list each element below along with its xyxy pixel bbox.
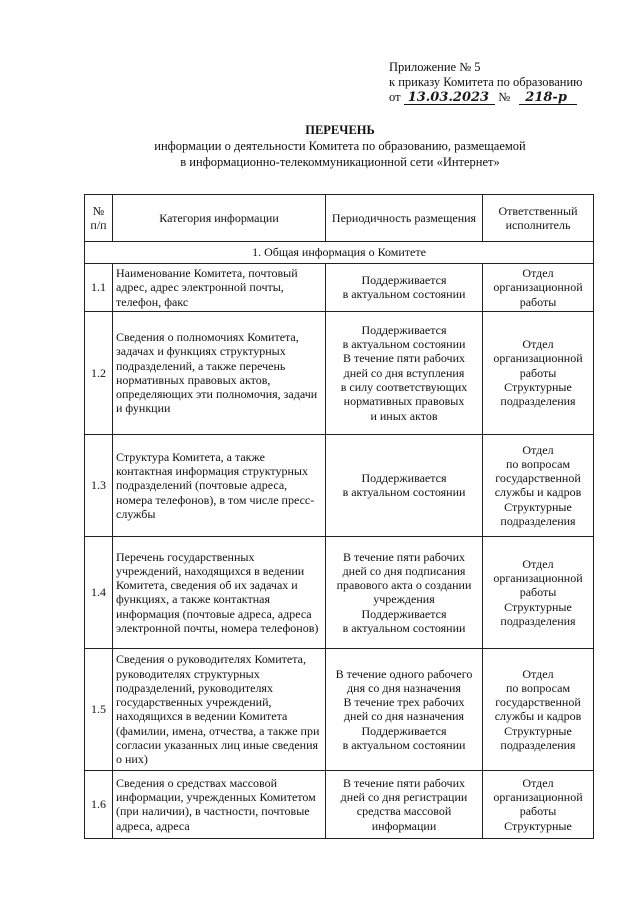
responsible-line: работы bbox=[519, 585, 557, 600]
period-line: Поддерживается bbox=[361, 723, 447, 738]
row-responsible bbox=[483, 536, 594, 648]
row-number: 1.1 bbox=[85, 264, 113, 312]
row-period bbox=[326, 264, 483, 312]
appendix-date-line bbox=[389, 90, 629, 105]
table-row bbox=[85, 434, 594, 536]
responsible-line: работы bbox=[519, 294, 557, 309]
responsible-line: по вопросам bbox=[505, 456, 571, 471]
period-line: Поддерживается bbox=[361, 471, 447, 486]
table-row bbox=[85, 770, 594, 838]
responsible-line: организационной bbox=[493, 790, 583, 805]
period-line: в силу соответствующих bbox=[340, 380, 468, 395]
responsible-line: Отдел bbox=[522, 337, 554, 352]
responsible-line: работы bbox=[519, 804, 557, 819]
row-category: Структура Комитета, а также контактная информация структурных подразделений (почтовые адреса, номера телефонов), в том числе пресс-службы bbox=[113, 434, 326, 536]
period-line: нормативных правовых bbox=[343, 394, 465, 409]
row-number: 1.5 bbox=[85, 648, 113, 770]
responsible-line: Структурные bbox=[504, 723, 572, 738]
period-line: учреждения bbox=[373, 592, 435, 607]
responsible-line: службы и кадров bbox=[494, 709, 582, 724]
row-period bbox=[326, 648, 483, 770]
responsible-line: государственной bbox=[495, 471, 581, 486]
from-label: от bbox=[389, 90, 401, 104]
row-responsible bbox=[483, 770, 594, 838]
period-line: средства массовой bbox=[356, 804, 452, 819]
row-category: Сведения о полномочиях Комитета, задачах и функциях структурных подразделений, а также перечень нормативных правовых актов, определяющих эти полномочия, задачи и функции bbox=[113, 311, 326, 434]
responsible-line: Структурные bbox=[504, 599, 572, 614]
responsible-line: Структурные bbox=[504, 499, 572, 514]
period-line: в актуальном состоянии bbox=[342, 737, 466, 752]
section-title: 1. Общая информация о Комитете bbox=[85, 242, 594, 264]
title-line-2: в информационно-телекоммуникационной сети «Интернет» bbox=[180, 155, 500, 169]
appendix-order-ref: к приказу Комитета по образованию bbox=[389, 75, 583, 89]
header-responsible: Ответственный исполнитель bbox=[483, 195, 594, 242]
responsible-line: подразделения bbox=[500, 737, 576, 752]
appendix-number: Приложение № 5 bbox=[389, 60, 481, 74]
section-row bbox=[85, 242, 594, 264]
row-responsible bbox=[483, 311, 594, 434]
row-category: Перечень государственных учреждений, находящихся в ведении Комитета, сведения об их задачах и функциях, а также контактная информация (почтовые адреса, адреса электронной почты, номера телефонов) bbox=[113, 536, 326, 648]
period-line: в актуальном состоянии bbox=[342, 337, 466, 352]
responsible-line: организационной bbox=[493, 280, 583, 295]
period-line: дней со дня регистрации bbox=[340, 790, 468, 805]
row-responsible bbox=[483, 434, 594, 536]
header-period: Периодичность размещения bbox=[326, 195, 483, 242]
period-line: В течение пяти рабочих bbox=[343, 775, 465, 790]
row-number: 1.3 bbox=[85, 434, 113, 536]
responsible-line: Отдел bbox=[522, 556, 554, 571]
responsible-line: Отдел bbox=[522, 266, 554, 280]
period-line: Поддерживается bbox=[361, 606, 447, 621]
title-heading: ПЕРЕЧЕНЬ bbox=[305, 123, 375, 137]
period-line: В течение пяти рабочих bbox=[343, 549, 465, 564]
period-line: в актуальном состоянии bbox=[342, 485, 466, 500]
period-line: в актуальном состоянии bbox=[342, 287, 466, 302]
responsible-line: подразделения bbox=[500, 394, 576, 409]
responsible-line: государственной bbox=[495, 695, 581, 710]
period-line: дней со дня вступления bbox=[343, 365, 465, 380]
table-row bbox=[85, 311, 594, 434]
information-table bbox=[84, 194, 594, 839]
row-category: Наименование Комитета, почтовый адрес, адрес электронной почты, телефон, факс bbox=[113, 264, 326, 312]
period-line: В течение одного рабочего bbox=[335, 666, 473, 681]
responsible-line: работы bbox=[519, 365, 557, 380]
responsible-line: Отдел bbox=[522, 775, 554, 790]
period-line: Поддерживается bbox=[361, 322, 447, 337]
table-row bbox=[85, 648, 594, 770]
responsible-line: Отдел bbox=[522, 442, 554, 457]
row-period bbox=[326, 434, 483, 536]
period-line: В течение трех рабочих bbox=[343, 695, 465, 710]
table-row bbox=[85, 536, 594, 648]
period-line: дней со дня назначения bbox=[343, 709, 465, 724]
responsible-line: подразделения bbox=[500, 613, 576, 628]
table-row bbox=[85, 264, 594, 312]
period-line: в актуальном состоянии bbox=[342, 620, 466, 635]
row-category: Сведения о руководителях Комитета, руководителях структурных подразделений, руководителях государственных учреждений, находящихся в ведении Комитета (фамилии, имена, отчества, а также при согласии указанных лиц иные сведения о них) bbox=[113, 648, 326, 770]
period-line: информации bbox=[371, 818, 437, 833]
responsible-line: организационной bbox=[493, 351, 583, 366]
period-line: дней со дня подписания bbox=[342, 563, 466, 578]
row-number: 1.6 bbox=[85, 770, 113, 838]
header-category: Категория информации bbox=[113, 195, 326, 242]
handwritten-date: 13.03.2023 bbox=[404, 91, 495, 105]
row-responsible bbox=[483, 264, 594, 312]
responsible-line: Структурные bbox=[504, 818, 572, 833]
header-num: № п/п bbox=[85, 195, 113, 242]
responsible-line: Отдел bbox=[522, 666, 554, 681]
row-category: Сведения о средствах массовой информации, учрежденных Комитетом (при наличии), в частности, почтовые адреса, адреса bbox=[113, 770, 326, 838]
responsible-line: подразделения bbox=[500, 513, 576, 528]
row-number: 1.4 bbox=[85, 536, 113, 648]
responsible-line: по вопросам bbox=[505, 680, 571, 695]
handwritten-order-number: 218-р bbox=[519, 91, 577, 105]
period-line: В течение пяти рабочих bbox=[343, 351, 465, 366]
document-title bbox=[100, 122, 580, 170]
row-number: 1.2 bbox=[85, 311, 113, 434]
row-period bbox=[326, 770, 483, 838]
row-period bbox=[326, 536, 483, 648]
period-line: и иных актов bbox=[370, 408, 438, 423]
number-label: № bbox=[498, 90, 511, 104]
responsible-line: Структурные bbox=[504, 380, 572, 395]
responsible-line: организационной bbox=[493, 570, 583, 585]
responsible-line: службы и кадров bbox=[494, 485, 582, 500]
table-header-row bbox=[85, 195, 594, 242]
period-line: правового акта о создании bbox=[336, 578, 472, 593]
row-period bbox=[326, 311, 483, 434]
title-line-1: информации о деятельности Комитета по образованию, размещаемой bbox=[154, 139, 526, 153]
period-line: Поддерживается bbox=[361, 273, 447, 288]
period-line: дня со дня назначения bbox=[347, 680, 461, 695]
appendix-block bbox=[389, 60, 629, 105]
row-responsible bbox=[483, 648, 594, 770]
